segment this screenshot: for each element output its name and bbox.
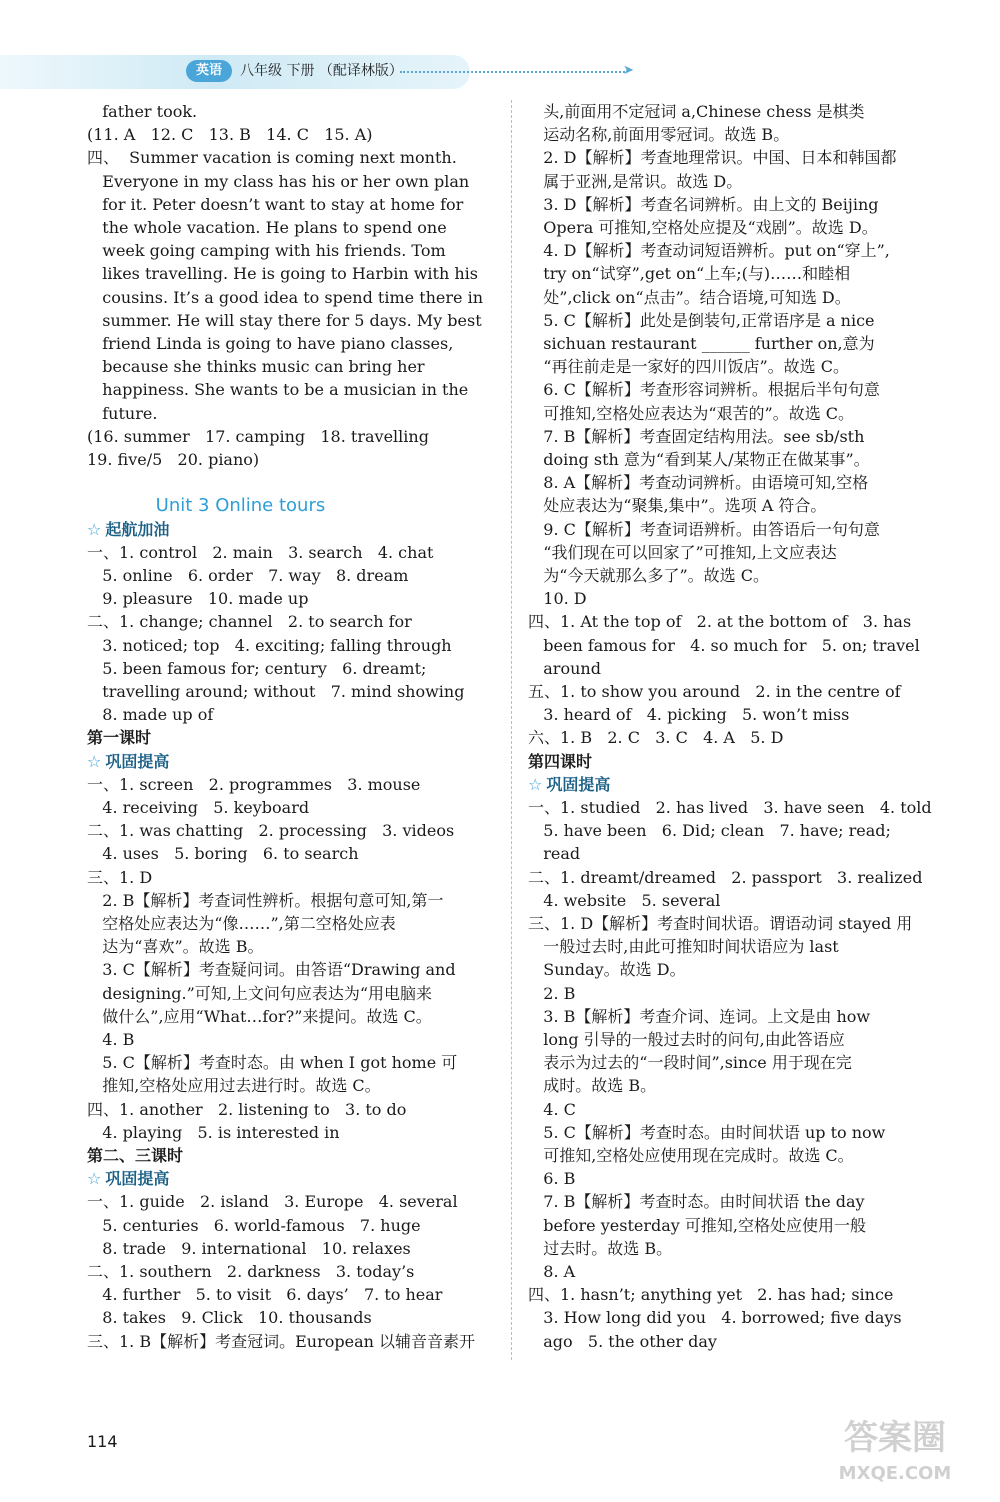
answer-line bbox=[528, 1167, 575, 1190]
line-text: cousins. It’s a good idea to spend time there in bbox=[87, 287, 484, 307]
answer-line bbox=[87, 796, 309, 819]
answer-line bbox=[87, 1074, 381, 1097]
line-text: 8. A【解析】考查动词辨析。由语境可知,空格 bbox=[528, 473, 869, 493]
line-text: 4. playing 5. is interested in bbox=[87, 1122, 340, 1142]
answer-line bbox=[87, 982, 432, 1005]
answer-line bbox=[87, 1306, 372, 1329]
answer-line bbox=[528, 1121, 885, 1144]
arrow-icon: ➤ bbox=[623, 63, 634, 78]
line-text: doing sth 意为“看到某人/某物正在做某事”。 bbox=[528, 450, 870, 469]
line-text: 过去时。故选 B。 bbox=[528, 1238, 673, 1258]
line-text: 4. website 5. several bbox=[528, 890, 721, 910]
answer-line bbox=[528, 587, 587, 610]
answer-line bbox=[528, 239, 890, 262]
answer-line bbox=[87, 1121, 340, 1144]
answer-line bbox=[87, 958, 456, 981]
answer-line bbox=[528, 518, 880, 541]
line-text: 可推知,空格处应表达为“艰苦的”。故选 C。 bbox=[528, 403, 855, 423]
line-text: 达为“喜欢”。故选 B。 bbox=[87, 937, 264, 957]
line-text: 运动名称,前面用零冠词。故选 B。 bbox=[528, 125, 790, 145]
answer-line bbox=[528, 680, 901, 703]
answer-line bbox=[528, 146, 896, 169]
line-text: 第四课时 bbox=[528, 751, 593, 771]
answer-line bbox=[87, 425, 429, 448]
answer-line bbox=[528, 448, 870, 471]
answer-line bbox=[87, 123, 373, 146]
answer-line bbox=[528, 332, 875, 355]
answer-line bbox=[528, 796, 932, 819]
answer-line bbox=[528, 216, 878, 239]
line-text: 四、1. At the top of 2. at the bottom of 3. has bbox=[528, 612, 912, 632]
line-text: 巩固提高 bbox=[546, 774, 611, 794]
answer-line bbox=[528, 1005, 870, 1028]
line-text: sichuan restaurant ______ further on,意为 bbox=[528, 334, 875, 353]
answer-line bbox=[528, 819, 891, 842]
line-text: 5. have been 6. Did; clean 7. have; read; bbox=[528, 821, 891, 841]
line-text: 3. noticed; top 4. exciting; falling through bbox=[87, 635, 452, 655]
answer-line bbox=[87, 564, 408, 587]
line-text: 2. B bbox=[528, 983, 576, 1003]
answer-line bbox=[87, 1237, 411, 1260]
line-text: 属于亚洲,是常识。故选 D。 bbox=[528, 171, 743, 191]
answer-line bbox=[528, 982, 575, 1005]
lesson-heading bbox=[87, 1144, 183, 1167]
line-text: 头,前面用不定冠词 a,Chinese chess 是棋类 bbox=[528, 102, 865, 121]
answer-line bbox=[528, 425, 864, 448]
grade-label: 八年级 下册 （配译林版） bbox=[240, 63, 403, 79]
star-icon: ☆ bbox=[87, 1169, 102, 1189]
answer-line bbox=[87, 1214, 421, 1237]
answer-line bbox=[528, 1260, 575, 1283]
answer-line bbox=[528, 726, 783, 749]
answer-line bbox=[87, 1028, 134, 1051]
line-text: 6. B bbox=[528, 1169, 576, 1189]
answer-line bbox=[87, 262, 478, 285]
answer-line bbox=[87, 1190, 458, 1213]
header-dotted-line bbox=[400, 71, 625, 73]
line-text: 3. C【解析】考查疑问词。由答语“Drawing and bbox=[87, 960, 456, 980]
answer-line bbox=[528, 889, 720, 912]
line-text: happiness. She wants to be a musician in the bbox=[87, 380, 469, 400]
line-text: 5. C【解析】此处是倒装句,正常语序是 a nice bbox=[528, 310, 875, 330]
line-text: 六、1. B 2. C 3. C 4. A 5. D bbox=[528, 728, 784, 748]
line-text: 5. C【解析】考查时态。由时间状语 up to now bbox=[528, 1122, 886, 1142]
section-heading bbox=[528, 773, 610, 796]
line-text: because she thinks music can bring her bbox=[87, 357, 425, 377]
answer-line bbox=[87, 146, 457, 169]
line-text: future. bbox=[87, 403, 158, 423]
answer-line bbox=[528, 1283, 893, 1306]
answer-line bbox=[528, 100, 865, 123]
line-text: 3. D【解析】考查名词辨析。由上文的 Beijing bbox=[528, 194, 879, 214]
answer-line bbox=[528, 703, 849, 726]
answer-line bbox=[87, 402, 157, 425]
answer-line bbox=[87, 1005, 432, 1028]
answer-line bbox=[528, 471, 868, 494]
answer-line bbox=[528, 1306, 902, 1329]
answer-line bbox=[528, 657, 601, 680]
line-text: travelling around; without 7. mind showing bbox=[87, 682, 465, 701]
answer-line bbox=[528, 1144, 854, 1167]
line-text: 一、1. control 2. main 3. search 4. chat bbox=[87, 542, 434, 562]
line-text: 四、 Summer vacation is coming next month. bbox=[87, 148, 457, 168]
answer-line bbox=[87, 819, 454, 842]
line-text: “我们现在可以回家了”可推知,上文应表达 bbox=[528, 542, 837, 562]
line-text: 第一课时 bbox=[87, 728, 152, 748]
line-text: 二、1. southern 2. darkness 3. today’s bbox=[87, 1262, 415, 1281]
answer-line bbox=[87, 355, 425, 378]
line-text: 二、1. change; channel 2. to search for bbox=[87, 612, 412, 632]
line-text: for it. Peter doesn’t want to stay at home for bbox=[87, 194, 464, 214]
line-text: 成时。故选 B。 bbox=[528, 1076, 657, 1096]
line-text: summer. He will stay there for 5 days. My best bbox=[87, 310, 482, 330]
answer-line bbox=[528, 1074, 656, 1097]
line-text: father took. bbox=[87, 102, 198, 121]
line-text: week going camping with his friends. Tom bbox=[87, 241, 446, 261]
line-text: 5. C【解析】考查时态。由 when I got home 可 bbox=[87, 1053, 458, 1073]
answer-line bbox=[528, 170, 742, 193]
line-text: 二、1. dreamt/dreamed 2. passport 3. realized bbox=[528, 867, 923, 887]
line-text: 二、1. was chatting 2. processing 3. videos bbox=[87, 821, 455, 841]
answer-line bbox=[528, 866, 922, 889]
line-text: 3. heard of 4. picking 5. won’t miss bbox=[528, 705, 850, 725]
line-text: 3. B【解析】考查介词、连词。上文是由 how bbox=[528, 1006, 871, 1026]
section-heading bbox=[87, 518, 169, 541]
watermark-logo bbox=[805, 1420, 985, 1492]
line-text: long 引导的一般过去时的问句,由此答语应 bbox=[528, 1030, 845, 1049]
line-text: 8. takes 9. Click 10. thousands bbox=[87, 1308, 372, 1328]
section-heading bbox=[87, 1167, 169, 1190]
line-text: 起航加油 bbox=[105, 519, 170, 539]
answer-line bbox=[528, 1214, 866, 1237]
column-divider bbox=[511, 100, 512, 1360]
line-text: 9. pleasure 10. made up bbox=[87, 589, 309, 609]
line-text: read bbox=[528, 844, 581, 864]
line-text: 9. C【解析】考查词语辨析。由答语后一句句意 bbox=[528, 519, 880, 539]
line-text: likes travelling. He is going to Harbin with his bbox=[87, 264, 478, 284]
answer-line bbox=[87, 541, 433, 564]
answer-line bbox=[87, 332, 453, 355]
answer-line bbox=[528, 286, 851, 309]
line-text: 6. C【解析】考查形容词辨析。根据后半句句意 bbox=[528, 380, 880, 400]
line-text: 一般过去时,由此可推知时间状语应为 last bbox=[528, 937, 839, 957]
line-text: 2. D【解析】考查地理常识。中国、日本和韩国都 bbox=[528, 148, 897, 168]
line-text: 一、1. studied 2. has lived 3. have seen 4. told bbox=[528, 798, 932, 817]
line-text: friend Linda is going to have piano classes, bbox=[87, 334, 454, 353]
answer-line bbox=[528, 402, 854, 425]
answer-line bbox=[87, 773, 420, 796]
answer-line bbox=[528, 494, 826, 517]
answer-line bbox=[87, 680, 464, 703]
watermark-main: 答案圈 bbox=[844, 1418, 946, 1458]
line-text: 巩固提高 bbox=[105, 751, 170, 771]
line-text: Opera 可推知,空格处应提及“戏剧”。故选 D。 bbox=[528, 218, 878, 237]
line-text: 空格处应表达为“像……”,第二空格处应表 bbox=[87, 914, 396, 933]
unit-title bbox=[87, 494, 325, 517]
line-text: 8. A bbox=[528, 1262, 576, 1281]
line-text: designing.”可知,上文问句应表达为“用电脑来 bbox=[87, 983, 433, 1003]
star-icon: ☆ bbox=[528, 774, 543, 794]
watermark-sub: MXQE.COM bbox=[838, 1463, 952, 1484]
line-text: before yesterday 可推知,空格处应使用一般 bbox=[528, 1215, 866, 1235]
line-text: 五、1. to show you around 2. in the centre of bbox=[528, 682, 901, 701]
answer-line bbox=[87, 866, 152, 889]
line-text: 可推知,空格处应使用现在完成时。故选 C。 bbox=[528, 1146, 854, 1165]
line-text: 三、1. D bbox=[87, 867, 153, 887]
answer-line bbox=[87, 286, 483, 309]
answer-line bbox=[87, 842, 359, 865]
answer-line bbox=[87, 309, 482, 332]
line-text: the whole vacation. He plans to spend one bbox=[87, 218, 447, 237]
line-text: been famous for 4. so much for 5. on; travel bbox=[528, 635, 920, 655]
line-text: 5. been famous for; century 6. dreamt; bbox=[87, 658, 427, 678]
answer-line bbox=[87, 935, 263, 958]
line-text: 为“今天就那么多了”。故选 C。 bbox=[528, 566, 769, 585]
answer-line bbox=[528, 935, 839, 958]
line-text: 做什么”,应用“What…for?”来提问。故选 C。 bbox=[87, 1006, 432, 1026]
line-text: 三、1. D【解析】考查时间状语。谓语动词 stayed 用 bbox=[528, 914, 913, 933]
line-text: (11. A 12. C 13. B 14. C 15. A) bbox=[87, 125, 373, 145]
answer-line bbox=[87, 587, 308, 610]
page-header bbox=[0, 0, 1000, 100]
line-text: Sunday。故选 D。 bbox=[528, 960, 686, 980]
answer-line bbox=[87, 216, 447, 239]
answer-line bbox=[528, 1028, 845, 1051]
answer-line bbox=[528, 1051, 852, 1074]
line-text: 表示为过去的“一段时间”,since 用于现在完 bbox=[528, 1053, 852, 1073]
answer-line bbox=[528, 842, 580, 865]
line-text: 4. D【解析】考查动词短语辨析。put on“穿上”, bbox=[528, 241, 890, 261]
line-text: 一、1. guide 2. island 3. Europe 4. several bbox=[87, 1192, 458, 1212]
line-text: 5. centuries 6. world-famous 7. huge bbox=[87, 1215, 421, 1235]
answer-line bbox=[87, 239, 446, 262]
line-text: 5. online 6. order 7. way 8. dream bbox=[87, 566, 409, 585]
answer-line bbox=[87, 703, 213, 726]
answer-line bbox=[528, 958, 686, 981]
line-text: 第二、三课时 bbox=[87, 1146, 184, 1165]
answer-line bbox=[528, 123, 789, 146]
line-text: 7. B【解析】考查固定结构用法。see sb/sth bbox=[528, 426, 865, 446]
line-text: try on“试穿”,get on“上车;(与)……和睦相 bbox=[528, 264, 851, 284]
line-text: 巩固提高 bbox=[105, 1169, 170, 1189]
line-text: 4. uses 5. boring 6. to search bbox=[87, 844, 359, 864]
star-icon: ☆ bbox=[87, 519, 102, 539]
line-text: 19. five/5 20. piano) bbox=[87, 450, 260, 469]
star-icon: ☆ bbox=[87, 751, 102, 771]
line-text: Everyone in my class has his or her own plan bbox=[87, 171, 470, 191]
line-text: ago 5. the other day bbox=[528, 1331, 717, 1351]
subject-badge: 英语 bbox=[186, 60, 232, 82]
answer-line bbox=[87, 448, 259, 471]
answer-line bbox=[528, 634, 920, 657]
line-text: 2. B【解析】考查词性辨析。根据句意可知,第一 bbox=[87, 890, 444, 910]
line-text: 8. trade 9. international 10. relaxes bbox=[87, 1238, 411, 1258]
line-text: 一、1. screen 2. programmes 3. mouse bbox=[87, 774, 421, 794]
answer-line bbox=[87, 378, 468, 401]
line-text: 推知,空格处应用过去进行时。故选 C。 bbox=[87, 1076, 381, 1096]
answer-line bbox=[528, 1190, 865, 1213]
line-text: 4. B bbox=[87, 1030, 135, 1049]
answer-line bbox=[528, 564, 769, 587]
line-text: 四、1. another 2. listening to 3. to do bbox=[87, 1099, 407, 1119]
answer-line bbox=[528, 355, 849, 378]
lesson-heading bbox=[528, 750, 592, 773]
answer-line bbox=[87, 1283, 442, 1306]
line-text: 8. made up of bbox=[87, 705, 214, 725]
answer-line bbox=[87, 1260, 414, 1283]
answer-line bbox=[87, 1098, 406, 1121]
answer-line bbox=[87, 1330, 475, 1353]
answer-line bbox=[87, 634, 452, 657]
answer-line bbox=[87, 912, 396, 935]
answer-line bbox=[528, 912, 912, 935]
line-text: 三、1. B【解析】考查冠词。European 以辅音音素开 bbox=[87, 1331, 476, 1351]
line-text: (16. summer 17. camping 18. travelling bbox=[87, 426, 429, 446]
lesson-heading bbox=[87, 726, 151, 749]
line-text: 10. D bbox=[528, 589, 587, 609]
line-text: 4. further 5. to visit 6. days’ 7. to hear bbox=[87, 1285, 443, 1305]
answer-line bbox=[528, 541, 837, 564]
answer-line bbox=[528, 378, 880, 401]
line-text: 7. B【解析】考查时态。由时间状语 the day bbox=[528, 1192, 865, 1212]
line-text: 4. C bbox=[528, 1099, 576, 1119]
line-text: Unit 3 Online tours bbox=[87, 495, 326, 517]
answer-line bbox=[87, 1051, 457, 1074]
answer-line bbox=[528, 309, 875, 332]
line-text: around bbox=[528, 658, 601, 678]
line-text: “再往前走是一家好的四川饭店”。故选 C。 bbox=[528, 357, 849, 377]
answer-line bbox=[87, 100, 197, 123]
answer-line bbox=[528, 1330, 717, 1353]
answer-line bbox=[87, 889, 443, 912]
answer-line bbox=[528, 262, 850, 285]
line-text: 四、1. hasn’t; anything yet 2. has had; since bbox=[528, 1285, 894, 1305]
answer-line bbox=[87, 657, 426, 680]
answer-line bbox=[528, 1098, 576, 1121]
line-text: 处应表达为“聚集,集中”。选项 A 符合。 bbox=[528, 496, 827, 516]
answer-line bbox=[528, 610, 911, 633]
line-text: 处”,click on“点击”。结合语境,可知选 D。 bbox=[528, 287, 851, 307]
line-text: 3. How long did you 4. borrowed; five days bbox=[528, 1308, 902, 1328]
answer-line bbox=[87, 193, 463, 216]
answer-line bbox=[87, 610, 412, 633]
answer-line bbox=[528, 193, 879, 216]
answer-line bbox=[528, 1237, 672, 1260]
answer-line bbox=[87, 170, 469, 193]
page-number: 114 bbox=[87, 1432, 118, 1451]
line-text: 4. receiving 5. keyboard bbox=[87, 798, 310, 817]
section-heading bbox=[87, 750, 169, 773]
